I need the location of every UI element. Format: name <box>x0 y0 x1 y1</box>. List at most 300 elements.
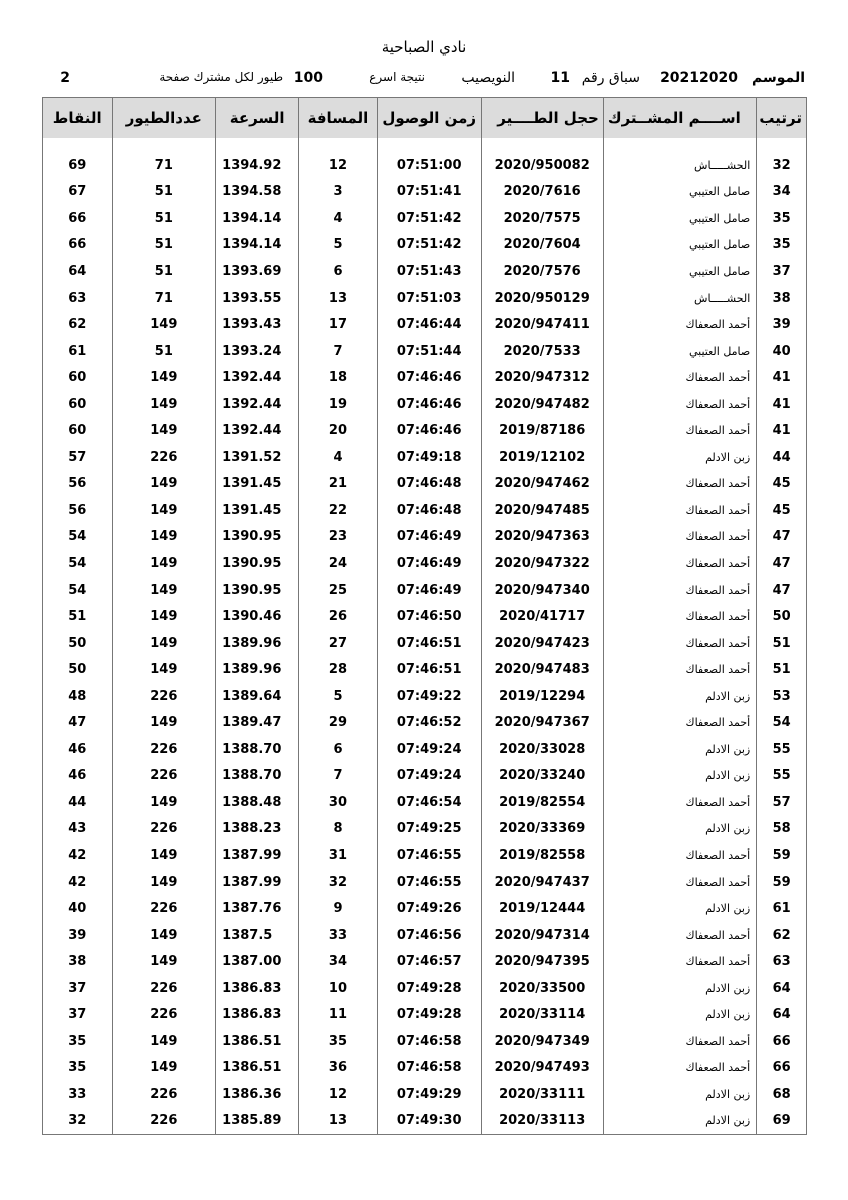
member-name-cell: أحمد الصعفاك <box>603 922 756 949</box>
rank-cell: 35 <box>757 232 807 259</box>
birds-count-cell: 226 <box>112 1081 216 1108</box>
race-name: النويصيب <box>461 70 515 86</box>
speed-cell: 1389.96 <box>216 630 299 657</box>
points-cell: 43 <box>43 816 113 843</box>
arrival-time-cell: 07:49:28 <box>377 1002 481 1029</box>
table-row <box>43 285 807 312</box>
rank-cell: 40 <box>757 338 807 365</box>
points-cell: 33 <box>43 1081 113 1108</box>
ring-cell: 2020/947314 <box>481 922 603 949</box>
speed-cell: 1387.00 <box>216 948 299 975</box>
arrival-time-cell: 07:51:43 <box>377 258 481 285</box>
distance-cell: 4 <box>299 205 378 232</box>
member-name-cell: زبن الادلم <box>603 1108 756 1135</box>
distance-cell: 27 <box>299 630 378 657</box>
speed-cell: 1388.70 <box>216 763 299 790</box>
birds-count-cell: 226 <box>112 763 216 790</box>
distance-cell: 22 <box>299 497 378 524</box>
points-cell: 60 <box>43 391 113 418</box>
speed-cell: 1392.44 <box>216 364 299 391</box>
table-row <box>43 391 807 418</box>
col-speed: السرعة <box>216 98 299 139</box>
arrival-time-cell: 07:46:52 <box>377 709 481 736</box>
season-label: الموسم <box>752 70 805 86</box>
distance-cell: 25 <box>299 577 378 604</box>
birds-count-cell: 149 <box>112 417 216 444</box>
member-name-cell: صامل العتيبي <box>603 338 756 365</box>
distance-cell: 4 <box>299 444 378 471</box>
distance-cell: 31 <box>299 842 378 869</box>
birds-count-cell: 226 <box>112 444 216 471</box>
member-name-cell: أحمد الصعفاك <box>603 311 756 338</box>
rank-cell: 64 <box>757 975 807 1002</box>
ring-cell: 2020/950082 <box>481 152 603 179</box>
distance-cell: 28 <box>299 656 378 683</box>
race-number: 11 <box>550 70 570 86</box>
arrival-time-cell: 07:46:54 <box>377 789 481 816</box>
table-row <box>43 975 807 1002</box>
rank-cell: 54 <box>757 709 807 736</box>
rank-cell: 41 <box>757 417 807 444</box>
points-cell: 39 <box>43 922 113 949</box>
member-name-cell: زبن الادلم <box>603 683 756 710</box>
rank-cell: 41 <box>757 364 807 391</box>
points-cell: 44 <box>43 789 113 816</box>
page-title: نادي الصباحية <box>381 38 467 56</box>
table-row <box>43 152 807 179</box>
birds-count-cell: 149 <box>112 550 216 577</box>
points-cell: 64 <box>43 258 113 285</box>
member-name-cell: صامل العتيبي <box>603 232 756 259</box>
birds-count-cell: 149 <box>112 364 216 391</box>
member-name-cell: أحمد الصعفاك <box>603 364 756 391</box>
distance-cell: 33 <box>299 922 378 949</box>
rank-cell: 53 <box>757 683 807 710</box>
distance-cell: 10 <box>299 975 378 1002</box>
birds-count-cell: 226 <box>112 1002 216 1029</box>
speed-cell: 1385.89 <box>216 1108 299 1135</box>
rank-cell: 57 <box>757 789 807 816</box>
arrival-time-cell: 07:46:48 <box>377 497 481 524</box>
table-row <box>43 630 807 657</box>
ring-cell: 2020/947312 <box>481 364 603 391</box>
speed-cell: 1390.46 <box>216 603 299 630</box>
birds-count-cell: 149 <box>112 922 216 949</box>
speed-cell: 1394.92 <box>216 152 299 179</box>
points-cell: 50 <box>43 656 113 683</box>
points-cell: 42 <box>43 869 113 896</box>
points-cell: 60 <box>43 364 113 391</box>
ring-cell: 2019/12444 <box>481 895 603 922</box>
birds-count-cell: 149 <box>112 577 216 604</box>
member-name-cell: أحمد الصعفاك <box>603 1055 756 1082</box>
points-cell: 69 <box>43 152 113 179</box>
fastest-count: 100 <box>293 70 323 86</box>
points-cell: 63 <box>43 285 113 312</box>
speed-cell: 1387.5 <box>216 922 299 949</box>
speed-cell: 1394.58 <box>216 179 299 206</box>
speed-cell: 1394.14 <box>216 205 299 232</box>
birds-count-cell: 226 <box>112 736 216 763</box>
points-cell: 47 <box>43 709 113 736</box>
speed-cell: 1393.69 <box>216 258 299 285</box>
ring-cell: 2020/7533 <box>481 338 603 365</box>
season-value: 20212020 <box>660 70 738 86</box>
rank-cell: 45 <box>757 471 807 498</box>
birds-count-cell: 149 <box>112 471 216 498</box>
speed-cell: 1394.14 <box>216 232 299 259</box>
ring-cell: 2020/33369 <box>481 816 603 843</box>
table-row <box>43 683 807 710</box>
arrival-time-cell: 07:46:58 <box>377 1055 481 1082</box>
points-cell: 56 <box>43 471 113 498</box>
arrival-time-cell: 07:46:48 <box>377 471 481 498</box>
ring-cell: 2020/950129 <box>481 285 603 312</box>
member-name-cell: الحشـــــاش <box>603 285 756 312</box>
birds-count-cell: 149 <box>112 1055 216 1082</box>
points-cell: 51 <box>43 603 113 630</box>
points-cell: 66 <box>43 232 113 259</box>
distance-cell: 23 <box>299 524 378 551</box>
spacer-row <box>43 138 807 152</box>
speed-cell: 1386.83 <box>216 1002 299 1029</box>
arrival-time-cell: 07:46:50 <box>377 603 481 630</box>
ring-cell: 2020/33500 <box>481 975 603 1002</box>
member-name-cell: صامل العتيبي <box>603 258 756 285</box>
ring-cell: 2019/82554 <box>481 789 603 816</box>
member-name-cell: زبن الادلم <box>603 444 756 471</box>
distance-cell: 5 <box>299 232 378 259</box>
arrival-time-cell: 07:51:03 <box>377 285 481 312</box>
speed-cell: 1390.95 <box>216 524 299 551</box>
birds-count-cell: 226 <box>112 895 216 922</box>
birds-count-cell: 51 <box>112 179 216 206</box>
member-name-cell: أحمد الصعفاك <box>603 471 756 498</box>
rank-cell: 63 <box>757 948 807 975</box>
points-cell: 60 <box>43 417 113 444</box>
arrival-time-cell: 07:46:49 <box>377 577 481 604</box>
ring-cell: 2019/12294 <box>481 683 603 710</box>
member-name-cell: أحمد الصعفاك <box>603 577 756 604</box>
points-cell: 48 <box>43 683 113 710</box>
table-row <box>43 550 807 577</box>
table-row <box>43 497 807 524</box>
ring-cell: 2020/947340 <box>481 577 603 604</box>
arrival-time-cell: 07:49:29 <box>377 1081 481 1108</box>
distance-cell: 8 <box>299 816 378 843</box>
arrival-time-cell: 07:49:24 <box>377 763 481 790</box>
rank-cell: 62 <box>757 922 807 949</box>
col-birds: عددالطيور <box>112 98 216 139</box>
ring-cell: 2020/947423 <box>481 630 603 657</box>
ring-cell: 2020/947367 <box>481 709 603 736</box>
birds-count-cell: 149 <box>112 630 216 657</box>
distance-cell: 3 <box>299 179 378 206</box>
table-row <box>43 709 807 736</box>
rank-cell: 32 <box>757 152 807 179</box>
rank-cell: 45 <box>757 497 807 524</box>
points-cell: 42 <box>43 842 113 869</box>
member-name-cell: أحمد الصعفاك <box>603 948 756 975</box>
member-name-cell: زبن الادلم <box>603 895 756 922</box>
distance-cell: 36 <box>299 1055 378 1082</box>
birds-count-cell: 226 <box>112 975 216 1002</box>
birds-count-cell: 149 <box>112 709 216 736</box>
ring-cell: 2020/33114 <box>481 1002 603 1029</box>
ring-cell: 2020/7576 <box>481 258 603 285</box>
ring-cell: 2020/947395 <box>481 948 603 975</box>
table-row <box>43 471 807 498</box>
birds-count-cell: 71 <box>112 285 216 312</box>
member-name-cell: أحمد الصعفاك <box>603 789 756 816</box>
col-points: النقاط <box>43 98 113 139</box>
speed-cell: 1388.48 <box>216 789 299 816</box>
ring-cell: 2019/87186 <box>481 417 603 444</box>
speed-cell: 1389.64 <box>216 683 299 710</box>
birds-count-cell: 149 <box>112 1028 216 1055</box>
results-table <box>42 97 807 1135</box>
distance-cell: 18 <box>299 364 378 391</box>
rank-cell: 66 <box>757 1055 807 1082</box>
table-row <box>43 603 807 630</box>
table-row <box>43 869 807 896</box>
member-name-cell: أحمد الصعفاك <box>603 603 756 630</box>
member-name-cell: أحمد الصعفاك <box>603 417 756 444</box>
table-header-row <box>43 98 807 139</box>
arrival-time-cell: 07:49:18 <box>377 444 481 471</box>
distance-cell: 17 <box>299 311 378 338</box>
points-cell: 62 <box>43 311 113 338</box>
points-cell: 57 <box>43 444 113 471</box>
member-name-cell: الحشـــــاش <box>603 152 756 179</box>
member-name-cell: أحمد الصعفاك <box>603 1028 756 1055</box>
distance-cell: 7 <box>299 338 378 365</box>
arrival-time-cell: 07:46:58 <box>377 1028 481 1055</box>
points-cell: 35 <box>43 1055 113 1082</box>
member-name-cell: أحمد الصعفاك <box>603 550 756 577</box>
table-row <box>43 338 807 365</box>
col-ring: حجل الطــــير <box>481 98 603 139</box>
speed-cell: 1388.23 <box>216 816 299 843</box>
arrival-time-cell: 07:46:55 <box>377 842 481 869</box>
arrival-time-cell: 07:46:46 <box>377 417 481 444</box>
arrival-time-cell: 07:46:46 <box>377 391 481 418</box>
birds-count-cell: 71 <box>112 152 216 179</box>
points-cell: 35 <box>43 1028 113 1055</box>
arrival-time-cell: 07:46:51 <box>377 656 481 683</box>
ring-cell: 2019/12102 <box>481 444 603 471</box>
speed-cell: 1393.43 <box>216 311 299 338</box>
col-rank: ترتيب <box>757 98 807 139</box>
ring-cell: 2020/947493 <box>481 1055 603 1082</box>
birds-count-cell: 51 <box>112 258 216 285</box>
rank-cell: 50 <box>757 603 807 630</box>
speed-cell: 1392.44 <box>216 391 299 418</box>
ring-cell: 2020/33240 <box>481 763 603 790</box>
rank-cell: 58 <box>757 816 807 843</box>
arrival-time-cell: 07:49:24 <box>377 736 481 763</box>
ring-cell: 2020/947485 <box>481 497 603 524</box>
ring-cell: 2020/947462 <box>481 471 603 498</box>
points-cell: 32 <box>43 1108 113 1135</box>
speed-cell: 1387.76 <box>216 895 299 922</box>
rank-cell: 37 <box>757 258 807 285</box>
member-name-cell: صامل العتيبي <box>603 179 756 206</box>
arrival-time-cell: 07:51:42 <box>377 232 481 259</box>
ring-cell: 2020/7604 <box>481 232 603 259</box>
distance-cell: 32 <box>299 869 378 896</box>
speed-cell: 1386.36 <box>216 1081 299 1108</box>
distance-cell: 26 <box>299 603 378 630</box>
table-row <box>43 1028 807 1055</box>
table-row <box>43 311 807 338</box>
distance-cell: 29 <box>299 709 378 736</box>
rank-cell: 47 <box>757 577 807 604</box>
speed-cell: 1388.70 <box>216 736 299 763</box>
rank-cell: 51 <box>757 656 807 683</box>
result-label: نتيجة اسرع <box>369 70 425 84</box>
member-name-cell: أحمد الصعفاك <box>603 869 756 896</box>
rank-cell: 47 <box>757 524 807 551</box>
arrival-time-cell: 07:46:55 <box>377 869 481 896</box>
speed-cell: 1393.55 <box>216 285 299 312</box>
speed-cell: 1389.96 <box>216 656 299 683</box>
table-row <box>43 763 807 790</box>
rank-cell: 44 <box>757 444 807 471</box>
speed-cell: 1389.47 <box>216 709 299 736</box>
speed-cell: 1387.99 <box>216 842 299 869</box>
speed-cell: 1386.51 <box>216 1055 299 1082</box>
distance-cell: 13 <box>299 1108 378 1135</box>
table-row <box>43 364 807 391</box>
member-name-cell: أحمد الصعفاك <box>603 842 756 869</box>
speed-cell: 1386.51 <box>216 1028 299 1055</box>
points-cell: 38 <box>43 948 113 975</box>
table-row <box>43 948 807 975</box>
speed-cell: 1391.52 <box>216 444 299 471</box>
arrival-time-cell: 07:51:00 <box>377 152 481 179</box>
rank-cell: 51 <box>757 630 807 657</box>
arrival-time-cell: 07:46:44 <box>377 311 481 338</box>
distance-cell: 5 <box>299 683 378 710</box>
rank-cell: 41 <box>757 391 807 418</box>
table-row <box>43 1081 807 1108</box>
rank-cell: 66 <box>757 1028 807 1055</box>
per-member-label: طيور لكل مشترك صفحة <box>159 70 283 84</box>
rank-cell: 34 <box>757 179 807 206</box>
member-name-cell: أحمد الصعفاك <box>603 656 756 683</box>
member-name-cell: زبن الادلم <box>603 736 756 763</box>
points-cell: 54 <box>43 550 113 577</box>
table-row <box>43 577 807 604</box>
ring-cell: 2020/33111 <box>481 1081 603 1108</box>
ring-cell: 2020/947483 <box>481 656 603 683</box>
distance-cell: 13 <box>299 285 378 312</box>
rank-cell: 68 <box>757 1081 807 1108</box>
member-name-cell: زبن الادلم <box>603 816 756 843</box>
table-row <box>43 842 807 869</box>
rank-cell: 35 <box>757 205 807 232</box>
rank-cell: 38 <box>757 285 807 312</box>
rank-cell: 55 <box>757 763 807 790</box>
rank-cell: 59 <box>757 869 807 896</box>
speed-cell: 1392.44 <box>216 417 299 444</box>
arrival-time-cell: 07:49:25 <box>377 816 481 843</box>
arrival-time-cell: 07:49:22 <box>377 683 481 710</box>
race-info-line <box>50 70 805 92</box>
ring-cell: 2020/33113 <box>481 1108 603 1135</box>
member-name-cell: أحمد الصعفاك <box>603 709 756 736</box>
ring-cell: 2019/82558 <box>481 842 603 869</box>
arrival-time-cell: 07:46:57 <box>377 948 481 975</box>
ring-cell: 2020/7575 <box>481 205 603 232</box>
member-name-cell: زبن الادلم <box>603 1081 756 1108</box>
table-row <box>43 922 807 949</box>
rank-cell: 59 <box>757 842 807 869</box>
table-row <box>43 1108 807 1135</box>
table-row <box>43 656 807 683</box>
points-cell: 46 <box>43 763 113 790</box>
points-cell: 50 <box>43 630 113 657</box>
page-number: 2 <box>60 70 70 86</box>
points-cell: 40 <box>43 895 113 922</box>
distance-cell: 30 <box>299 789 378 816</box>
table-row <box>43 179 807 206</box>
table-row <box>43 232 807 259</box>
table-row <box>43 789 807 816</box>
birds-count-cell: 51 <box>112 205 216 232</box>
ring-cell: 2020/947437 <box>481 869 603 896</box>
ring-cell: 2020/41717 <box>481 603 603 630</box>
table-row <box>43 524 807 551</box>
distance-cell: 11 <box>299 1002 378 1029</box>
arrival-time-cell: 07:49:28 <box>377 975 481 1002</box>
ring-cell: 2020/947363 <box>481 524 603 551</box>
distance-cell: 6 <box>299 736 378 763</box>
distance-cell: 24 <box>299 550 378 577</box>
member-name-cell: زبن الادلم <box>603 763 756 790</box>
ring-cell: 2020/947322 <box>481 550 603 577</box>
points-cell: 37 <box>43 1002 113 1029</box>
distance-cell: 21 <box>299 471 378 498</box>
ring-cell: 2020/947349 <box>481 1028 603 1055</box>
table-body <box>43 138 807 1135</box>
birds-count-cell: 226 <box>112 816 216 843</box>
points-cell: 37 <box>43 975 113 1002</box>
distance-cell: 20 <box>299 417 378 444</box>
ring-cell: 2020/947482 <box>481 391 603 418</box>
birds-count-cell: 149 <box>112 497 216 524</box>
arrival-time-cell: 07:49:30 <box>377 1108 481 1135</box>
birds-count-cell: 149 <box>112 948 216 975</box>
points-cell: 66 <box>43 205 113 232</box>
table-row <box>43 895 807 922</box>
rank-cell: 69 <box>757 1108 807 1135</box>
distance-cell: 12 <box>299 152 378 179</box>
table-row <box>43 816 807 843</box>
speed-cell: 1386.83 <box>216 975 299 1002</box>
speed-cell: 1390.95 <box>216 550 299 577</box>
birds-count-cell: 51 <box>112 338 216 365</box>
member-name-cell: زبن الادلم <box>603 1002 756 1029</box>
birds-count-cell: 149 <box>112 869 216 896</box>
table-row <box>43 1002 807 1029</box>
birds-count-cell: 149 <box>112 603 216 630</box>
distance-cell: 19 <box>299 391 378 418</box>
arrival-time-cell: 07:51:41 <box>377 179 481 206</box>
member-name-cell: أحمد الصعفاك <box>603 630 756 657</box>
birds-count-cell: 149 <box>112 842 216 869</box>
